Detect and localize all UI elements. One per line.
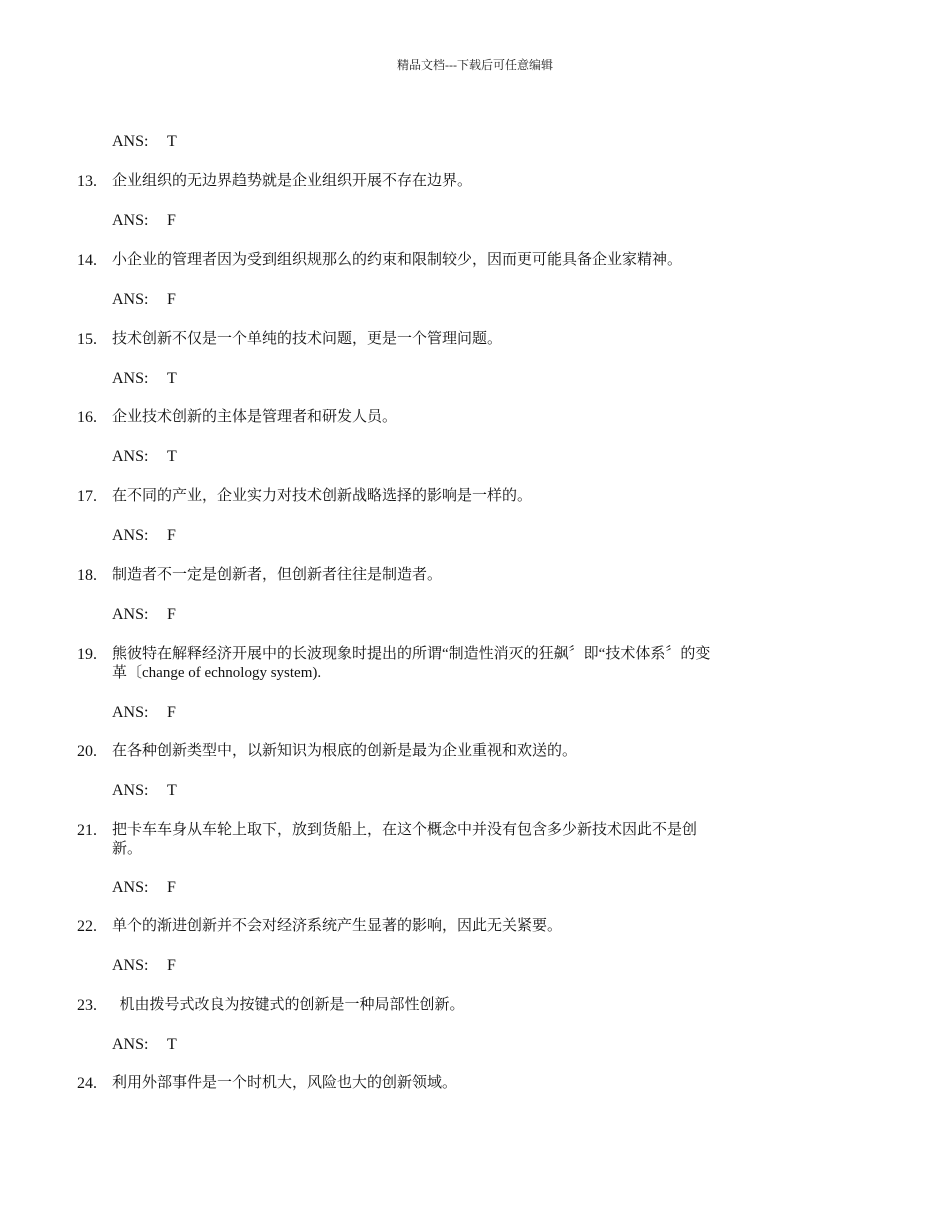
question-number: 16. [77,409,97,426]
question-text: 在各种创新类型中，以新知识为根底的创新是最为企业重视和欢送的。 [112,743,578,759]
question-item [77,487,727,506]
question-item [77,917,727,936]
answer-line [112,132,177,152]
question-number: 22. [77,918,97,935]
answer-label: ANS: [112,133,149,150]
question-number: 24. [77,1075,97,1092]
answer-label: ANS: [112,1036,149,1053]
answer-label: ANS: [112,782,149,799]
answer-label: ANS: [112,212,149,229]
answer-line [112,211,176,231]
question-text: 机由拨号式改良为按键式的创新是一种局部性创新。 [112,997,465,1013]
question-text: 熊彼特在解释经济开展中的长波现象时提出的所谓“制造性消灭的狂飙〞即“技术体系〞的变革〔change of echnology system). [112,646,711,681]
answer-line [112,878,176,898]
answer-value: F [167,879,176,896]
question-number: 21. [77,822,97,839]
answer-label: ANS: [112,957,149,974]
question-item [77,330,727,349]
question-number: 15. [77,331,97,348]
answer-value: T [167,782,177,799]
answer-value: T [167,370,177,387]
answer-line [112,956,176,976]
question-text: 企业组织的无边界趋势就是企业组织开展不存在边界。 [112,173,473,189]
answer-value: F [167,704,176,721]
question-text: 企业技术创新的主体是管理者和研发人员。 [112,409,398,425]
question-number: 20. [77,743,97,760]
question-item [77,172,727,191]
answer-label: ANS: [112,704,149,721]
answer-value: F [167,606,176,623]
question-item [77,251,727,270]
question-text: 单个的渐进创新并不会对经济系统产生显著的影响，因此无关紧要。 [112,918,563,934]
answer-value: T [167,133,177,150]
answer-line [112,605,176,625]
answer-label: ANS: [112,370,149,387]
answer-line [112,1035,177,1055]
question-item [77,645,727,683]
question-item [77,566,727,585]
answer-value: F [167,957,176,974]
answer-label: ANS: [112,448,149,465]
answer-value: T [167,1036,177,1053]
question-item [77,996,727,1015]
answer-value: F [167,212,176,229]
answer-label: ANS: [112,879,149,896]
question-number: 17. [77,488,97,505]
answer-label: ANS: [112,291,149,308]
answer-label: ANS: [112,606,149,623]
question-number: 14. [77,252,97,269]
question-item [77,408,727,427]
answer-line [112,369,177,389]
question-number: 19. [77,646,97,663]
question-item [77,1074,727,1093]
question-number: 23. [77,997,97,1014]
question-text: 技术创新不仅是一个单纯的技术问题，更是一个管理问题。 [112,331,503,347]
question-item [77,821,727,859]
answer-line [112,703,176,723]
question-item [77,742,727,761]
question-text: 制造者不一定是创新者，但创新者往往是制造者。 [112,567,443,583]
answer-line [112,290,176,310]
answer-line [112,526,176,546]
answer-label: ANS: [112,527,149,544]
question-number: 18. [77,567,97,584]
answer-value: F [167,291,176,308]
answer-line [112,447,177,467]
question-text: 在不同的产业，企业实力对技术创新战略选择的影响是一样的。 [112,488,533,504]
question-number: 13. [77,173,97,190]
question-text: 小企业的管理者因为受到组织规那么的约束和限制较少，因而更可能具备企业家精神。 [112,252,683,268]
question-text: 把卡车车身从车轮上取下，放到货船上，在这个概念中并没有包含多少新技术因此不是创新。 [112,822,698,857]
answer-line [112,781,177,801]
page-header: 精品文档---下载后可任意编辑 [397,58,553,72]
answer-value: T [167,448,177,465]
answer-value: F [167,527,176,544]
question-text: 利用外部事件是一个时机大，风险也大的创新领域。 [112,1075,458,1091]
